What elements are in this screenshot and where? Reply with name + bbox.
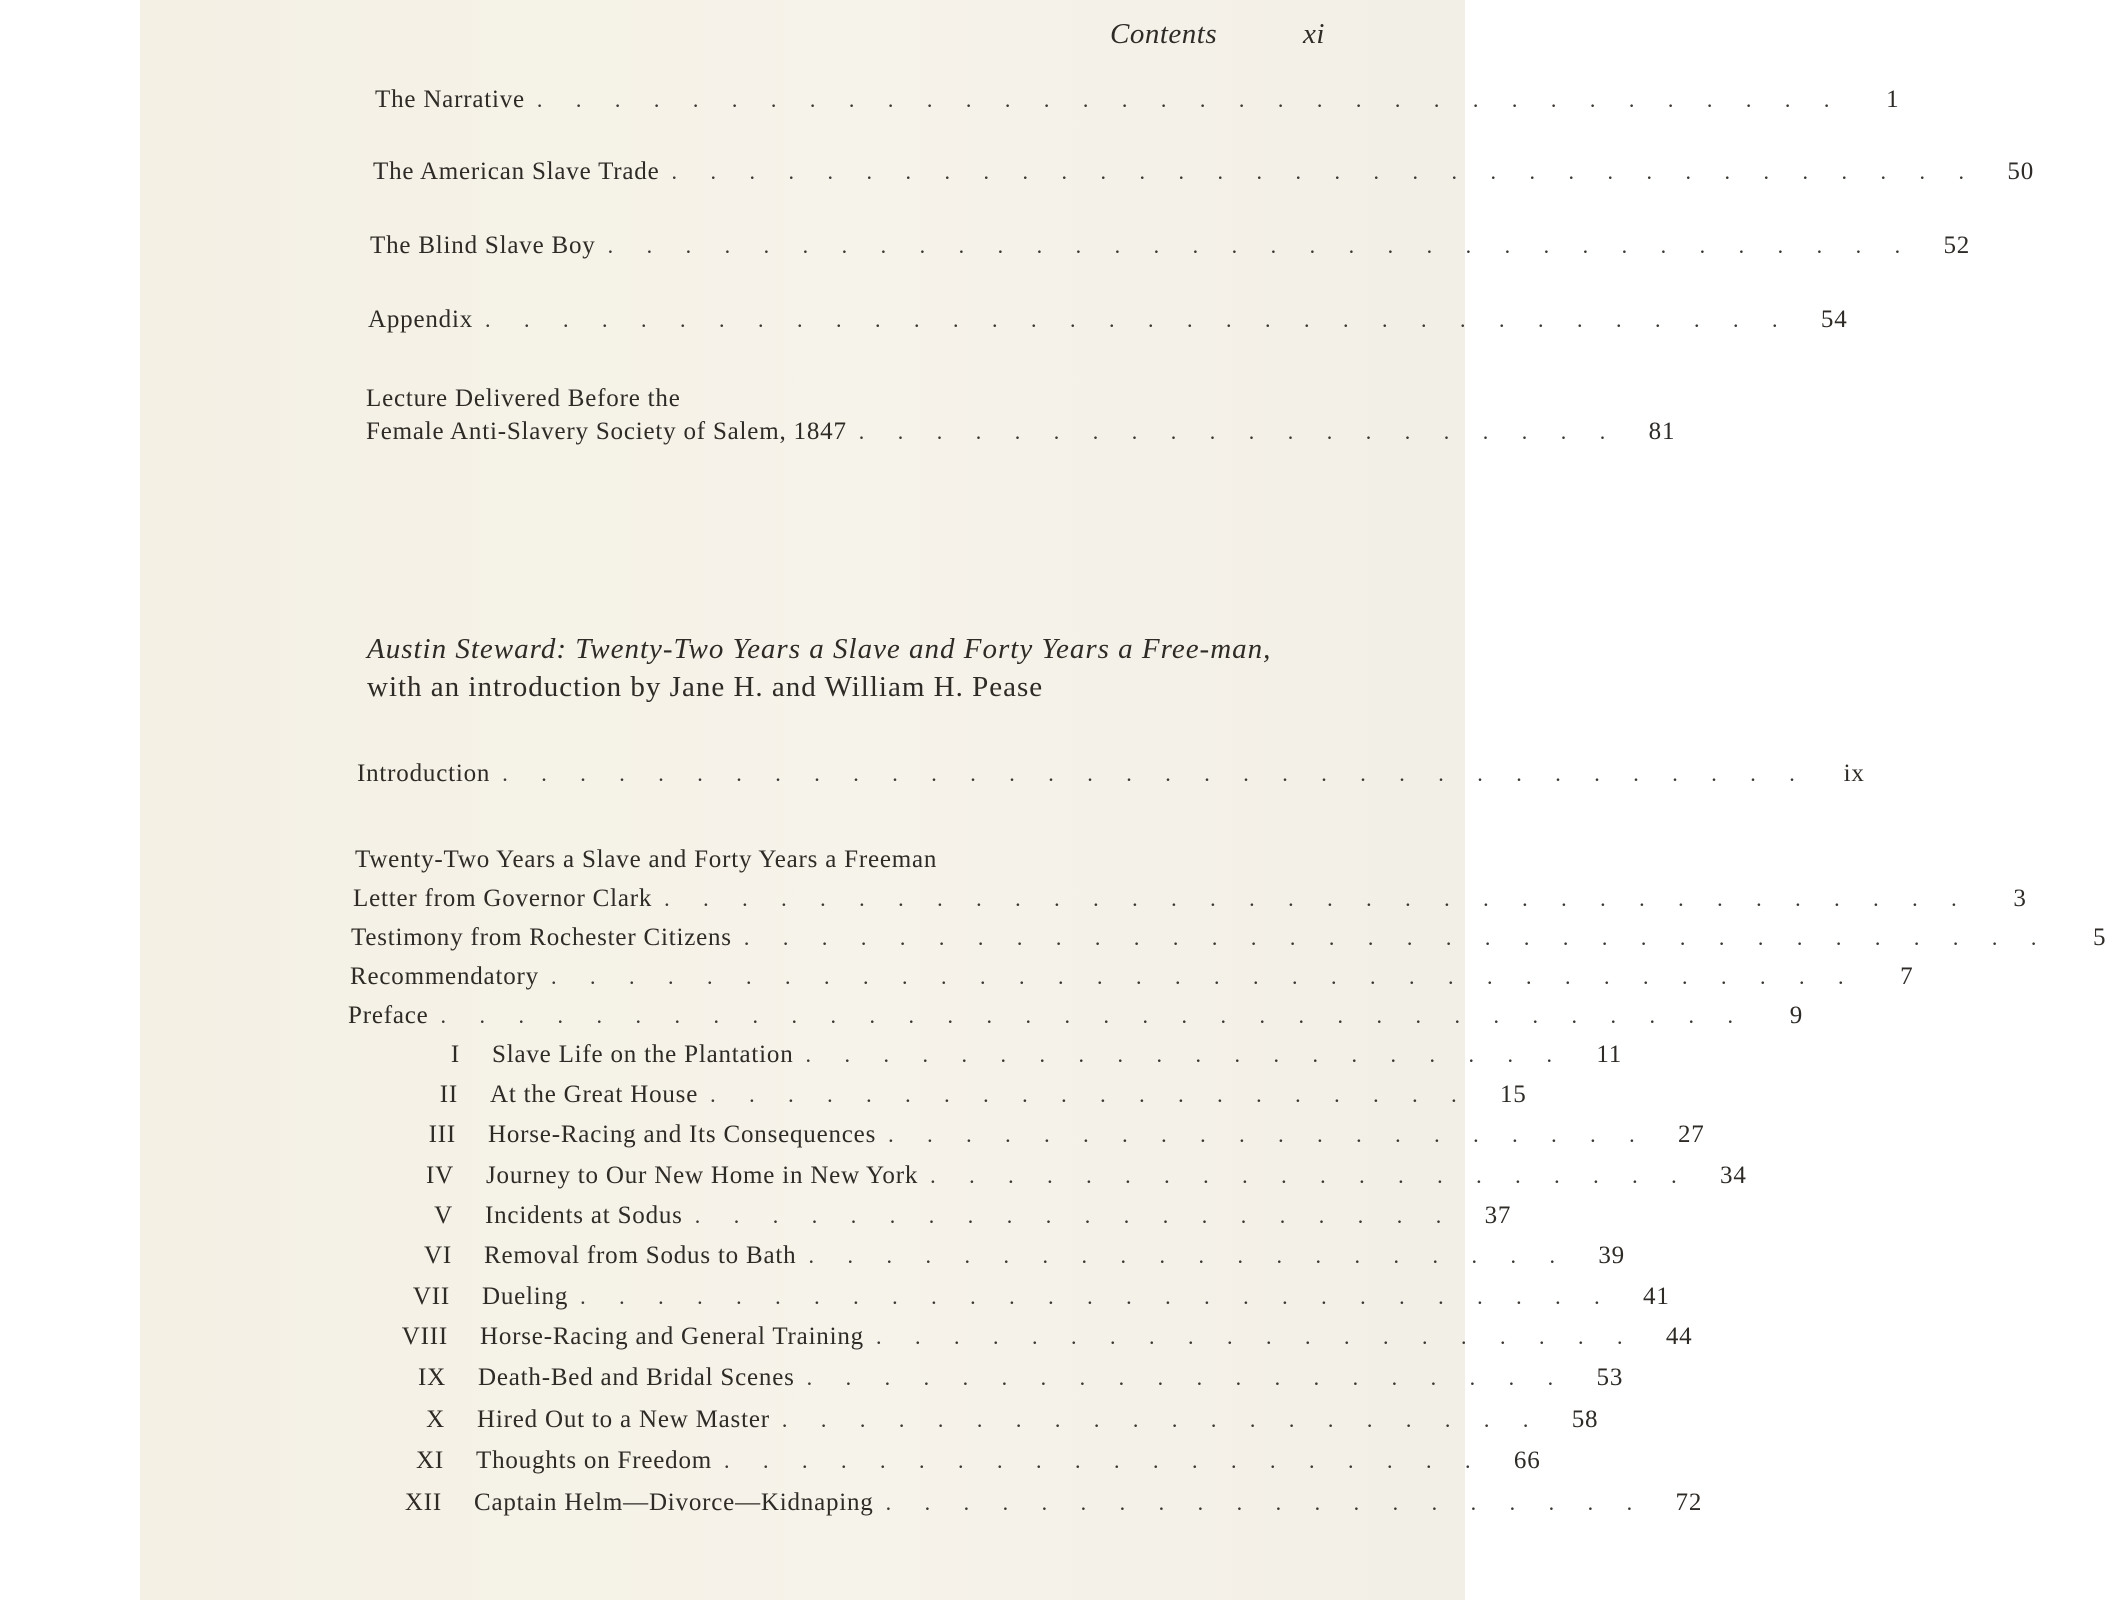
chapter-number: VI: [424, 1242, 452, 1269]
chapter-number: III: [428, 1121, 456, 1148]
chapter-title: At the Great House: [490, 1081, 699, 1108]
dot-leader: . . . . . . . . . . . . . . . . . . . . . . . . . . . . . . . . . .: [502, 761, 1809, 786]
chapter-title: Death-Bed and Bridal Scenes: [478, 1364, 795, 1391]
chapter-title: Horse-Racing and General Training: [480, 1323, 864, 1350]
chapter-title: Horse-Racing and Its Consequences: [488, 1121, 877, 1148]
dot-leader: . . . . . . . . . . . . . . . . . . . . . . . . . . . . . . . . . .: [536, 87, 1844, 112]
toc-entry-label: Introduction: [357, 760, 491, 787]
chapter-title: Incidents at Sodus: [485, 1202, 683, 1229]
dot-leader: . . . . . . . . . . . . . . . . . . . .: [858, 419, 1620, 444]
toc-entry: [353, 885, 2027, 921]
dot-leader: . . . . . . . . . . . . . . . . . . . .: [806, 1365, 1568, 1390]
chapter-entry: [353, 1202, 1512, 1238]
toc-entry-label: Appendix: [368, 306, 473, 333]
chapter-entry: [350, 1283, 1670, 1319]
dot-leader: . . . . . . . . . . . . . . . . . . . .: [875, 1324, 1637, 1349]
toc-entry-label: Female Anti-Slavery Society of Salem, 1847: [366, 418, 847, 445]
toc-entry-label: Preface: [348, 1002, 429, 1029]
chapter-number: VIII: [401, 1323, 448, 1350]
dot-leader: . . . . . . . . . . . . . . . . . . . .: [885, 1490, 1647, 1515]
toc-entry: [368, 306, 1848, 342]
dot-leader: . . . . . . . . . . . . . . . . . . . . . . . . . . . . . . . . . .: [664, 886, 1971, 911]
chapter-entry: [354, 1162, 1747, 1198]
dot-leader: . . . . . . . . . . . . . . . . . . . .: [808, 1243, 1569, 1268]
toc-entry: [357, 760, 1865, 796]
chapter-page: 66: [1513, 1447, 1541, 1474]
book-title: [367, 630, 1327, 706]
dot-leader: . . . . . . . . . . . . . . . . . . . . . . . . . . . . . . . . . .: [607, 233, 1915, 258]
chapter-number: II: [439, 1081, 458, 1108]
chapter-entry: [352, 1242, 1625, 1278]
toc-entry-page: 54: [1820, 306, 1848, 333]
chapter-entry: [348, 1323, 1693, 1359]
toc-entry-label: The Blind Slave Boy: [370, 232, 596, 259]
dot-leader: . . . . . . . . . . . . . . . . . . . .: [781, 1407, 1543, 1432]
dot-leader: . . . . . . . . . . . . . . . . . . . .: [805, 1042, 1567, 1067]
section-heading: Twenty-Two Years a Slave and Forty Years a Freeman: [355, 846, 938, 873]
chapter-page: 53: [1596, 1364, 1624, 1391]
chapter-title: Removal from Sodus to Bath: [484, 1242, 797, 1269]
chapter-entry: [344, 1447, 1541, 1483]
chapter-page: 11: [1596, 1041, 1623, 1068]
chapter-page: 34: [1720, 1162, 1747, 1189]
chapter-number: X: [426, 1406, 445, 1433]
toc-entry: [348, 1002, 1804, 1038]
chapter-page: 37: [1484, 1202, 1512, 1229]
toc-entry: [351, 924, 2106, 960]
chapter-page: 27: [1678, 1121, 1705, 1148]
chapter-entry: [342, 1489, 1703, 1525]
dot-leader: . . . . . . . . . . . . . . . . . . . . . . . . . . . . . . . . . .: [743, 925, 2051, 950]
toc-entry-page: 7: [1900, 963, 1914, 990]
running-header: [140, 18, 1465, 58]
chapter-title: Dueling: [482, 1283, 569, 1310]
chapter-entry: [360, 1041, 1623, 1077]
toc-entry-page: 3: [2013, 885, 2027, 912]
dot-leader: . . . . . . . . . . . . . . . . . . . .: [724, 1448, 1485, 1473]
dot-leader: . . . . . . . . . . . . . . . . . . . . . . . . . . . . . . . . . .: [440, 1003, 1748, 1028]
chapter-entry: [358, 1081, 1527, 1117]
chapter-number: XII: [404, 1489, 442, 1516]
dot-leader: . . . . . . . . . . . . . . . . . . . . . . . . . . .: [580, 1284, 1614, 1309]
chapter-number: VII: [412, 1283, 450, 1310]
chapter-page: 39: [1598, 1242, 1625, 1269]
toc-entry-lecture-line1: Lecture Delivered Before the: [366, 385, 681, 412]
chapter-number: I: [450, 1041, 460, 1068]
toc-entry-page: 5: [2093, 924, 2106, 951]
chapter-title: Hired Out to a New Master: [477, 1406, 770, 1433]
toc-entry: [373, 158, 2034, 194]
chapter-page: 41: [1643, 1283, 1670, 1310]
toc-entry-page: 50: [2007, 158, 2034, 185]
toc-entry-page: 81: [1648, 418, 1676, 445]
toc-entry-label: Recommendatory: [350, 963, 539, 990]
dot-leader: . . . . . . . . . . . . . . . . . . . . . . . . . . . . . . . . . .: [550, 964, 1858, 989]
chapter-title: Captain Helm—Divorce—Kidnaping: [474, 1489, 874, 1516]
chapter-entry: [356, 1121, 1705, 1157]
dot-leader: . . . . . . . . . . . . . . . . . . . .: [710, 1082, 1471, 1107]
chapter-number: XI: [416, 1447, 444, 1474]
chapter-number: IV: [426, 1162, 454, 1189]
chapter-page: 44: [1665, 1323, 1693, 1350]
running-header-page-number: xi: [1303, 18, 1325, 50]
toc-entry: [375, 86, 1900, 122]
dot-leader: . . . . . . . . . . . . . . . . . . . .: [930, 1163, 1691, 1188]
chapter-title: Slave Life on the Plantation: [492, 1041, 794, 1068]
chapter-page: 15: [1499, 1081, 1527, 1108]
chapter-title: Journey to Our New Home in New York: [486, 1162, 919, 1189]
toc-entry-label: The American Slave Trade: [373, 158, 660, 185]
dot-leader: . . . . . . . . . . . . . . . . . . . . . . . . . . . . . . . . . .: [485, 307, 1792, 332]
chapter-entry: [345, 1406, 1599, 1442]
book-title-rest: with an introduction by Jane H. and William H. Pease: [367, 671, 1044, 703]
dot-leader: . . . . . . . . . . . . . . . . . . . . . . . . . . . . . . . . . .: [671, 159, 1978, 184]
dot-leader: . . . . . . . . . . . . . . . . . . . .: [694, 1203, 1456, 1228]
chapter-number: V: [434, 1202, 453, 1229]
toc-entry: [370, 232, 1971, 268]
toc-entry-label: Testimony from Rochester Citizens: [351, 924, 732, 951]
running-header-title: Contents: [1110, 18, 1218, 50]
chapter-title: Thoughts on Freedom: [476, 1447, 713, 1474]
toc-entry-page: ix: [1843, 760, 1865, 787]
toc-entry-page: 1: [1886, 86, 1900, 113]
toc-entry-page: 52: [1943, 232, 1971, 259]
dot-leader: . . . . . . . . . . . . . . . . . . . .: [888, 1122, 1649, 1147]
toc-entry: [366, 418, 1676, 454]
chapter-page: 72: [1675, 1489, 1703, 1516]
chapter-entry: [346, 1364, 1624, 1400]
toc-entry: [350, 963, 1914, 999]
book-page: [140, 0, 2106, 1600]
toc-entry-page: 9: [1789, 1002, 1804, 1029]
chapter-number: IX: [418, 1364, 446, 1391]
chapter-page: 58: [1571, 1406, 1599, 1433]
toc-entry-label: Letter from Governor Clark: [353, 885, 653, 912]
toc-entry-label: The Narrative: [375, 86, 525, 113]
book-title-italic: Austin Steward: Twenty-Two Years a Slave and Forty Years a Free-man,: [367, 633, 1272, 665]
